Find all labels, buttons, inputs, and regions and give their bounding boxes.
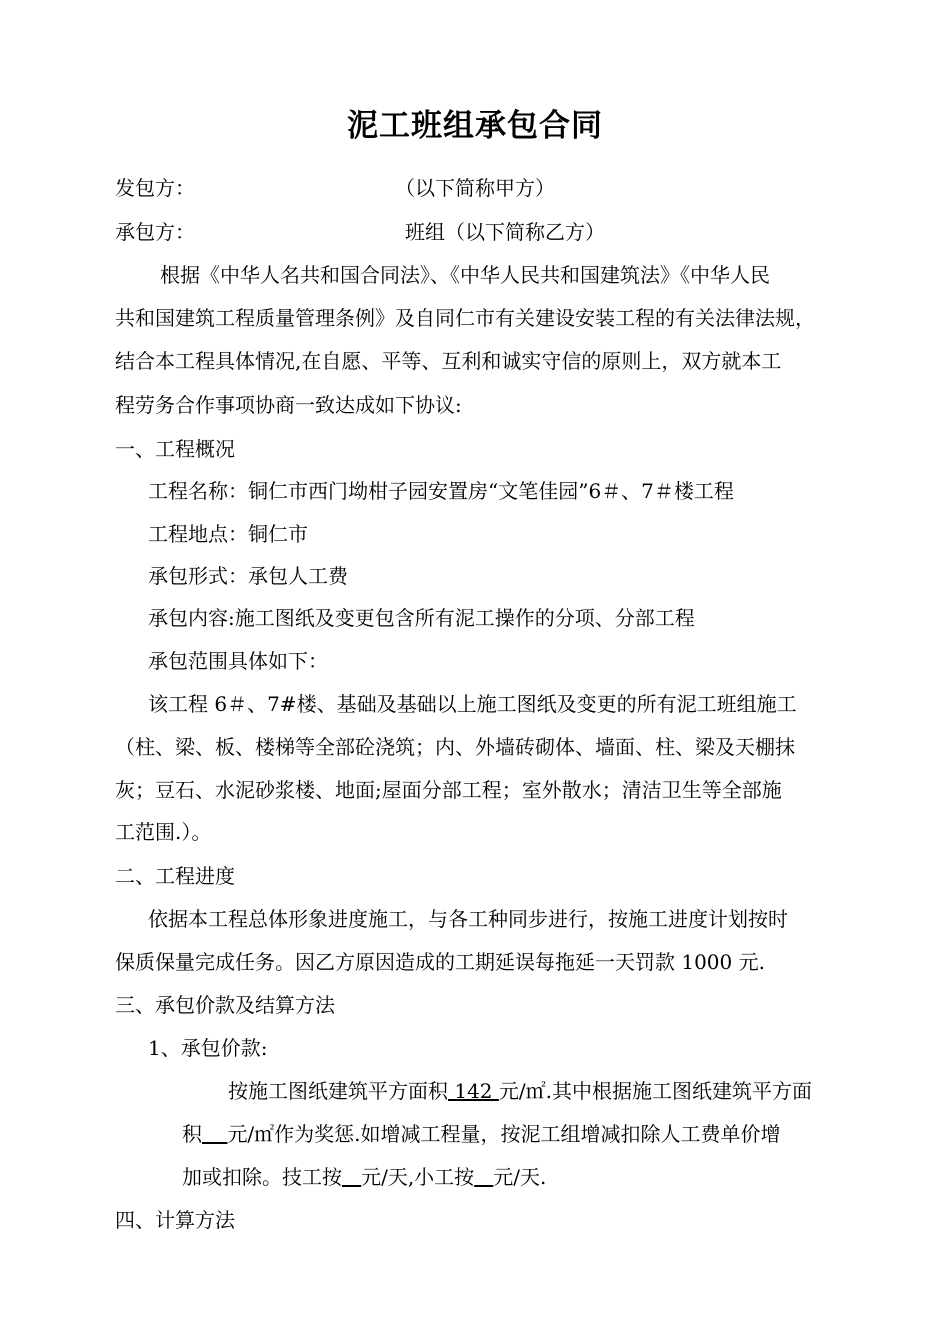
project-name: 工程名称：铜仁市西门坳柑子园安置房“文笔佳园”6＃、7＃楼工程 — [148, 479, 734, 503]
contract-form: 承包形式：承包人工费 — [148, 564, 348, 588]
contract-content: 承包内容:施工图纸及变更包含所有泥工操作的分项、分部工程 — [148, 606, 695, 630]
price-text: 加或扣除。技工按 — [182, 1165, 342, 1189]
project-location: 工程地点：铜仁市 — [148, 522, 308, 546]
price-value: 142 — [448, 1079, 499, 1103]
intro-line: 结合本工程具体情况,在自愿、平等、互利和诚实守信的原则上，双方就本工 — [115, 349, 782, 373]
progress-line: 保质保量完成任务。因乙方原因造成的工期延误每拖延一天罚款 1000 元. — [115, 950, 765, 974]
scope-line: 灰；豆石、水泥砂浆楼、地面;屋面分部工程；室外散水；清洁卫生等全部施 — [115, 778, 782, 802]
party-b-label: 承包方： — [115, 220, 195, 244]
price-text: 积 — [182, 1122, 202, 1146]
price-text: 按施工图纸建筑平方面积 — [228, 1079, 448, 1103]
scope-label: 承包范围具体如下： — [148, 649, 328, 673]
price-line — [182, 1163, 546, 1191]
subsection-heading: 1、承包价款: — [148, 1036, 268, 1060]
price-line — [182, 1120, 781, 1148]
party-a-note: （以下简称甲方） — [395, 176, 555, 200]
scope-line: 工范围.）。 — [115, 820, 212, 844]
section-heading: 二、工程进度 — [115, 864, 235, 888]
intro-line: 程劳务合作事项协商一致达成如下协议: — [115, 393, 462, 417]
section-heading: 三、承包价款及结算方法 — [115, 993, 335, 1017]
contract-title: 泥工班组承包合同 — [347, 108, 603, 144]
progress-line: 依据本工程总体形象进度施工，与各工种同步进行，按施工进度计划按时 — [148, 907, 788, 931]
scope-line: （柱、梁、板、楼梯等全部砼浇筑；内、外墙砖砌体、墙面、柱、梁及天棚抹 — [115, 735, 795, 759]
intro-line: 共和国建筑工程质量管理条例》及自同仁市有关建设安装工程的有关法律法规， — [115, 306, 815, 330]
price-line — [228, 1077, 812, 1105]
section-heading: 四、计算方法 — [115, 1208, 235, 1232]
price-text: 元/天. — [493, 1165, 547, 1189]
reward-blank — [202, 1122, 227, 1146]
skilled-rate-blank — [342, 1165, 361, 1189]
scope-line: 该工程 6＃、7#楼、基础及基础以上施工图纸及变更的所有泥工班组施工 — [148, 692, 797, 716]
section-heading: 一、工程概况 — [115, 437, 235, 461]
price-text: 元/㎡.其中根据施工图纸建筑平方面 — [498, 1079, 812, 1103]
price-text: 元/天,小工按 — [361, 1165, 475, 1189]
intro-line: 根据《中华人名共和国合同法》、《中华人民共和国建筑法》《中华人民 — [160, 263, 770, 287]
price-text: 元/㎡作为奖惩.如增减工程量，按泥工组增减扣除人工费单价增 — [227, 1122, 781, 1146]
laborer-rate-blank — [474, 1165, 493, 1189]
party-b-note: 班组（以下简称乙方） — [405, 220, 605, 244]
party-a-label: 发包方： — [115, 176, 195, 200]
